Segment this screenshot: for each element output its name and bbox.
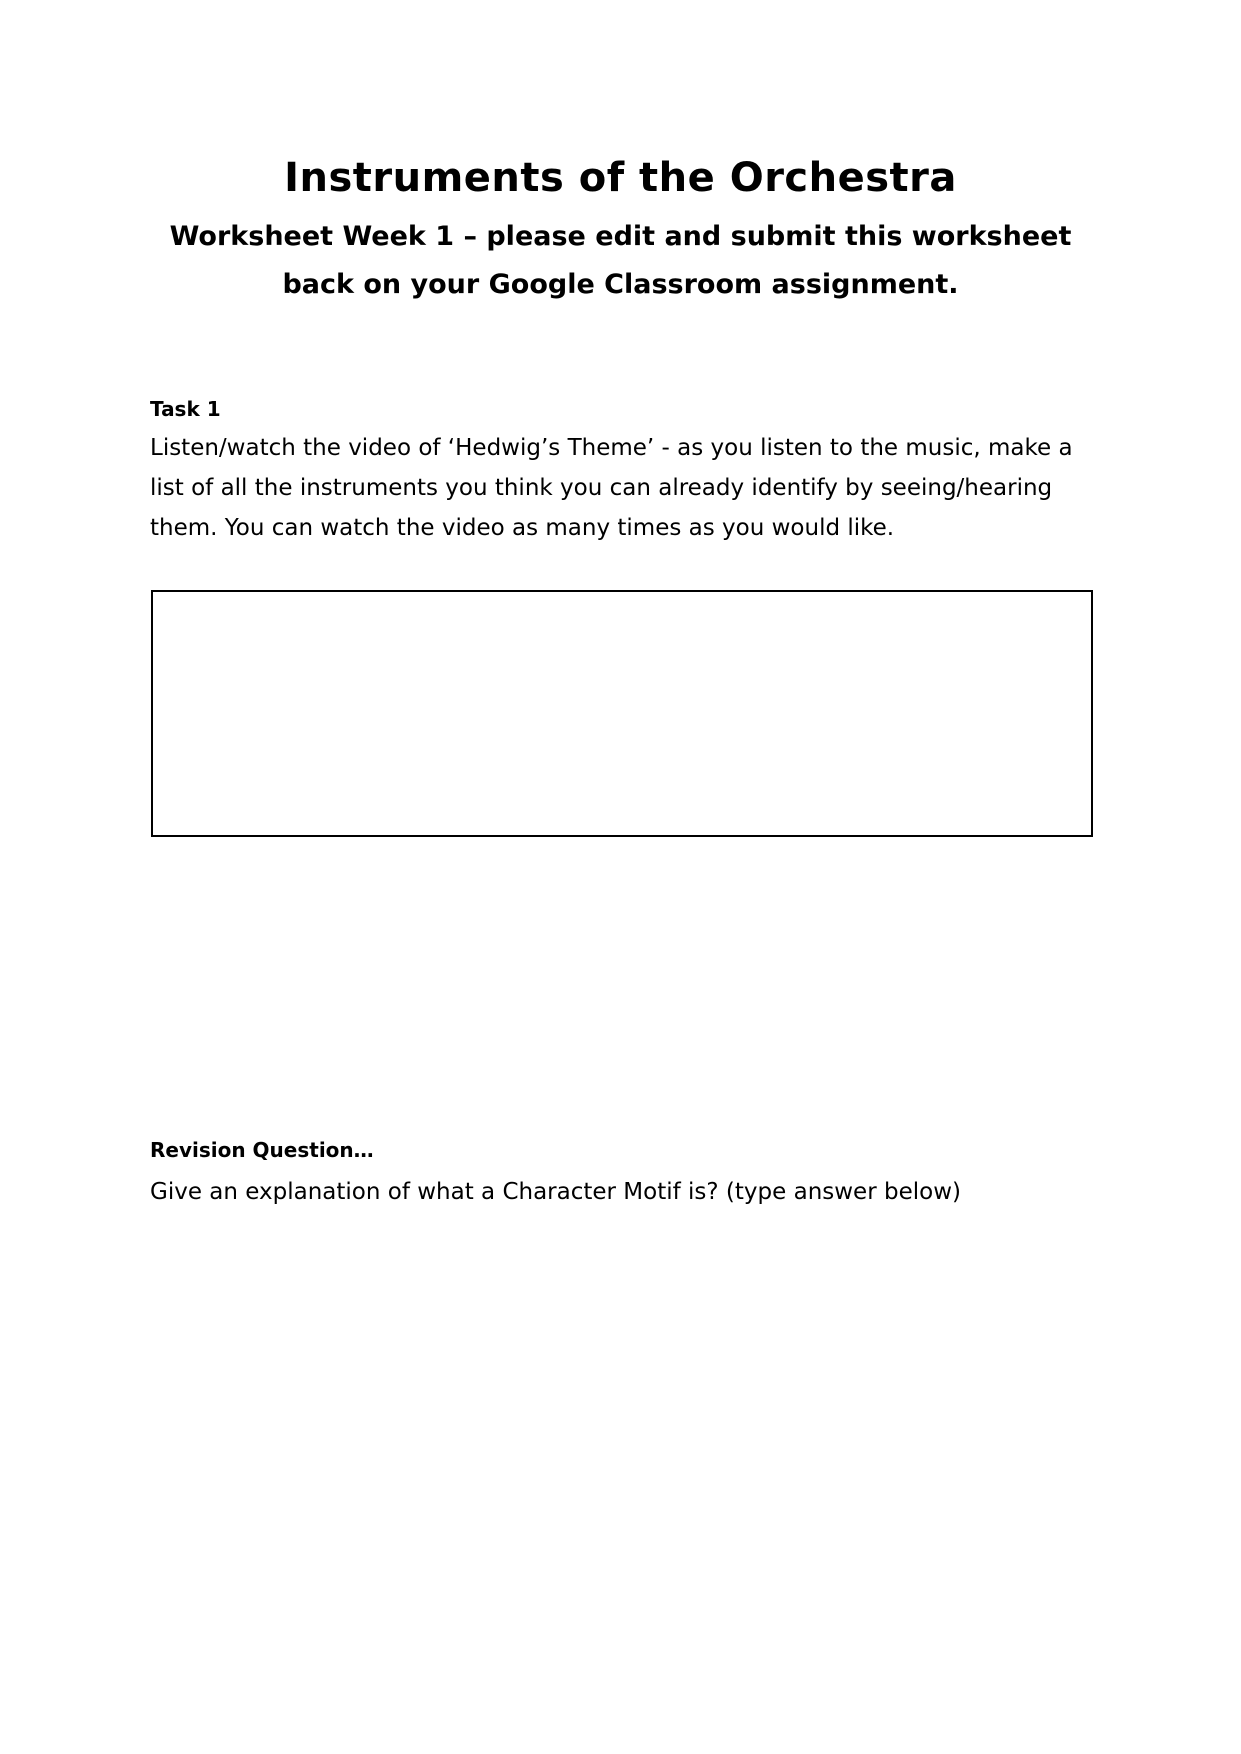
page-title: Instruments of the Orchestra: [284, 155, 957, 201]
task-1-heading: Task 1: [150, 397, 221, 421]
task-1-instructions: Listen/watch the video of ‘Hedwig’s Theme’ - as you listen to the music, make a list of all the instruments you think you can already identify by seeing/hearing them. You can watch the video as many times as you would like.: [150, 435, 1073, 541]
revision-question-heading: Revision Question…: [150, 1138, 374, 1162]
revision-question-text: Give an explanation of what a Character Motif is? (type answer below): [150, 1179, 961, 1205]
task-1-answer-box[interactable]: [151, 590, 1093, 837]
page-subtitle: Worksheet Week 1 – please edit and submit this worksheet back on your Google Classroom assignment.: [169, 221, 1072, 300]
